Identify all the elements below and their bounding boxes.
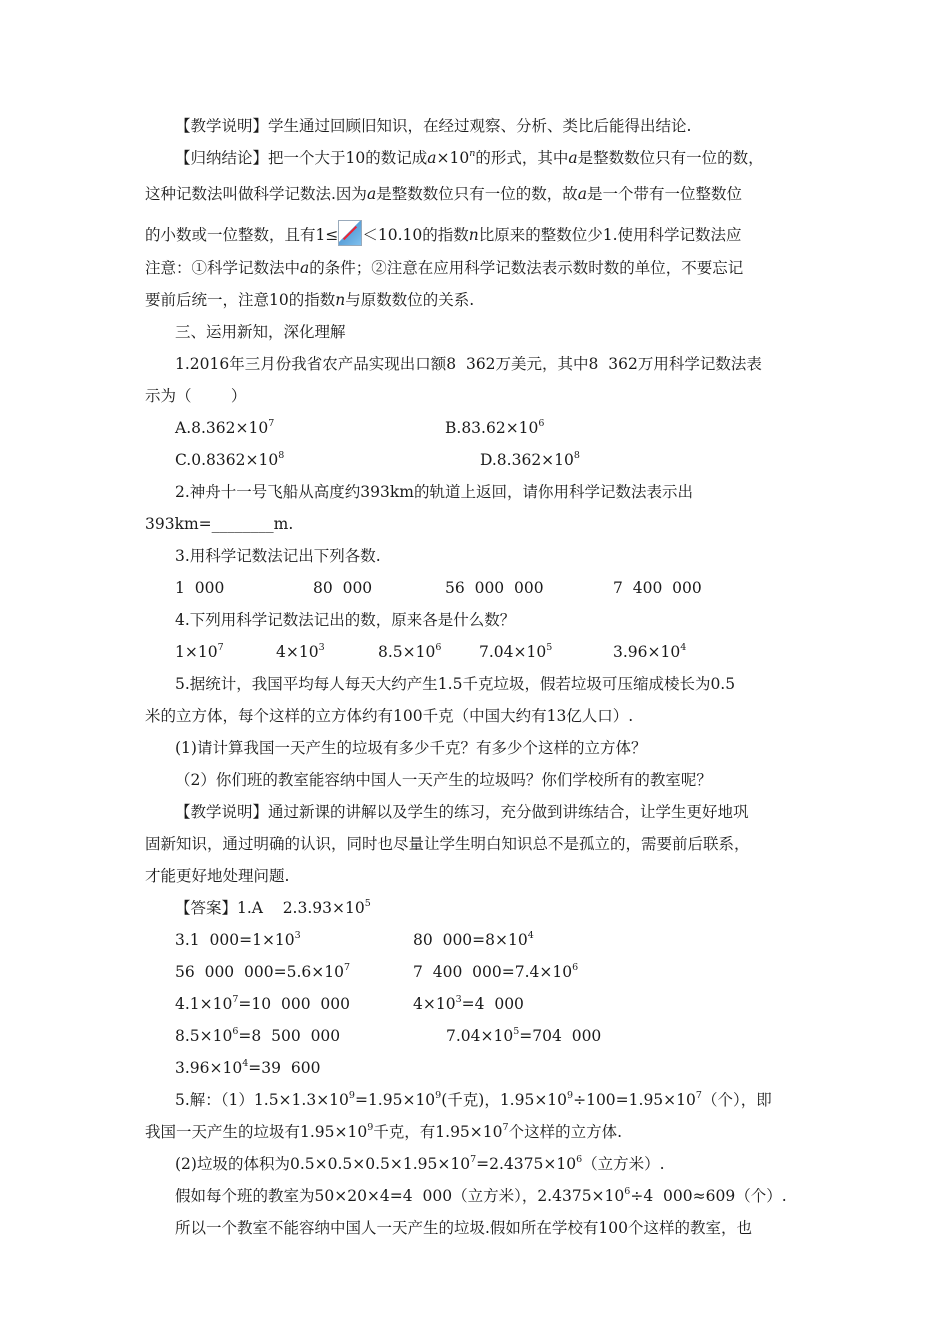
answer-4b: $4\times 10^3=4$ 000 xyxy=(413,993,524,1013)
conclusion-line-1: 【归纳结论】把一个大于10的数记成$a\times 10^n$的形式，其中a是整数数位只有一位的数， xyxy=(175,147,764,167)
option-d: $D.8.362\times 10^8$ xyxy=(480,449,580,469)
question-5-line-1: 5.据统计，我国平均每人每天大约产生1.5千克垃圾，假若垃圾可压缩成棱长为0.5 xyxy=(175,675,736,693)
answer-line-1: 【答案】1.A $2.3.93\times 10^5$ xyxy=(175,897,371,917)
teaching-note-2-line-1: 【教学说明】通过新课的讲解以及学生的练习，充分做到讲练结合，让学生更好地巩 xyxy=(175,803,749,821)
sci-number-4: $7.04\times 10^5$ xyxy=(479,641,553,661)
question-5-line-2: 米的立方体，每个这样的立方体约有100千克（中国大约有13亿人口）. xyxy=(145,707,634,725)
answer-5-line-3: (2)垃圾的体积为$0.5\times 0.5\times 0.5\times 1.95\times 10^7=2.4375\times 10^6$（立方米）. xyxy=(175,1153,665,1173)
answer-3d: 7 400 $000=7.4\times 10^6$ xyxy=(413,961,579,981)
answer-4a: $4.1\times 10^7=10$ 000 000 xyxy=(175,993,351,1013)
sci-number-1: $1\times 10^7$ xyxy=(175,641,224,661)
teaching-note-2-line-3: 才能更好地处理问题. xyxy=(145,867,290,885)
broken-image-icon xyxy=(338,220,362,246)
answer-4c: $8.5\times 10^6=8$ 500 000 xyxy=(175,1025,341,1045)
conclusion-line-4: 注意：①科学记数法中a的条件；②注意在应用科学记数法表示数时数的单位，不要忘记 xyxy=(145,259,744,277)
number-80000: 80 000 xyxy=(313,579,373,597)
option-a: $A.8.362\times 10^7$ xyxy=(175,417,275,437)
answer-5-line-4: 假如每个班的教室为50×20×4=4 000（立方米），$2.4375\times 10^6\div 4$ 000≈609（个）. xyxy=(175,1185,787,1205)
sci-number-3: $8.5\times 10^6$ xyxy=(378,641,442,661)
conclusion-line-5: 要前后统一，注意10的指数n与原数数位的关系. xyxy=(145,291,475,309)
teaching-note-1: 【教学说明】学生通过回顾旧知识，在经过观察、分析、类比后能得出结论. xyxy=(175,117,692,135)
section-heading: 三、运用新知，深化理解 xyxy=(175,323,346,341)
answer-3b: 80 $000=8\times 10^4$ xyxy=(413,929,534,949)
question-3: 3.用科学记数法记出下列各数. xyxy=(175,547,381,565)
answer-3c: 56 000 $000=5.6\times 10^7$ xyxy=(175,961,350,981)
answer-4e: $3.96\times 10^4=39$ 600 xyxy=(175,1057,321,1077)
question-1-line-1: 1.2016年三月份我省农产品实现出口额8 362万美元，其中8 362万用科学记数法表 xyxy=(175,355,762,373)
teaching-note-2-line-2: 固新知识，通过明确的认识，同时也尽量让学生明白知识总不是孤立的，需要前后联系， xyxy=(145,835,750,853)
option-b: $B.83.62\times 10^6$ xyxy=(445,417,545,437)
question-2-line-2: 393km=________m. xyxy=(145,515,294,533)
answer-5-line-1: 5.解：$(1)1.5\times 1.3\times 10^9=1.95\times 10^9$(千克)，$1.95\times 10^9\div 100=1.95\times 10^7$（个），即 xyxy=(175,1089,772,1109)
question-2-line-1: 2.神舟十一号飞船从高度约393km的轨道上返回，请你用科学记数法表示出 xyxy=(175,483,693,501)
conclusion-line-3: 的小数或一位整数，且有1≤ ＜10.10的指数n比原来的整数位少1.使用科学记数法应 xyxy=(145,220,742,246)
answer-4d: $7.04\times 10^5=704$ 000 xyxy=(446,1025,602,1045)
number-56000000: 56 000 000 xyxy=(445,579,544,597)
answer-3a: 3.1 $000=1\times 10^3$ xyxy=(175,929,301,949)
conclusion-line-2: 这种记数法叫做科学记数法.因为a是整数数位只有一位的数，故a是一个带有一位整数位 xyxy=(145,185,742,203)
question-5-part-2: （2）你们班的教室能容纳中国人一天产生的垃圾吗？你们学校所有的教室呢？ xyxy=(175,771,712,789)
sci-number-5: $3.96\times 10^4$ xyxy=(613,641,687,661)
answer-5-line-5: 所以一个教室不能容纳中国人一天产生的垃圾.假如所在学校有100个这样的教室，也 xyxy=(175,1219,753,1237)
option-c: $C.0.8362\times 10^8$ xyxy=(175,449,285,469)
number-1000: 1 000 xyxy=(175,579,225,597)
number-7400000: 7 400 000 xyxy=(613,579,702,597)
question-1-line-2: 示为（ ） xyxy=(145,387,247,405)
question-5-part-1: (1)请计算我国一天产生的垃圾有多少千克？有多少个这样的立方体？ xyxy=(175,739,647,757)
question-4: 4.下列用科学记数法记出的数，原来各是什么数？ xyxy=(175,611,516,629)
answer-5-line-2: 我国一天产生的垃圾有$1.95\times 10^9$千克，有$1.95\times 10^7$个这样的立方体. xyxy=(145,1121,622,1141)
sci-number-2: $4\times 10^3$ xyxy=(276,641,325,661)
